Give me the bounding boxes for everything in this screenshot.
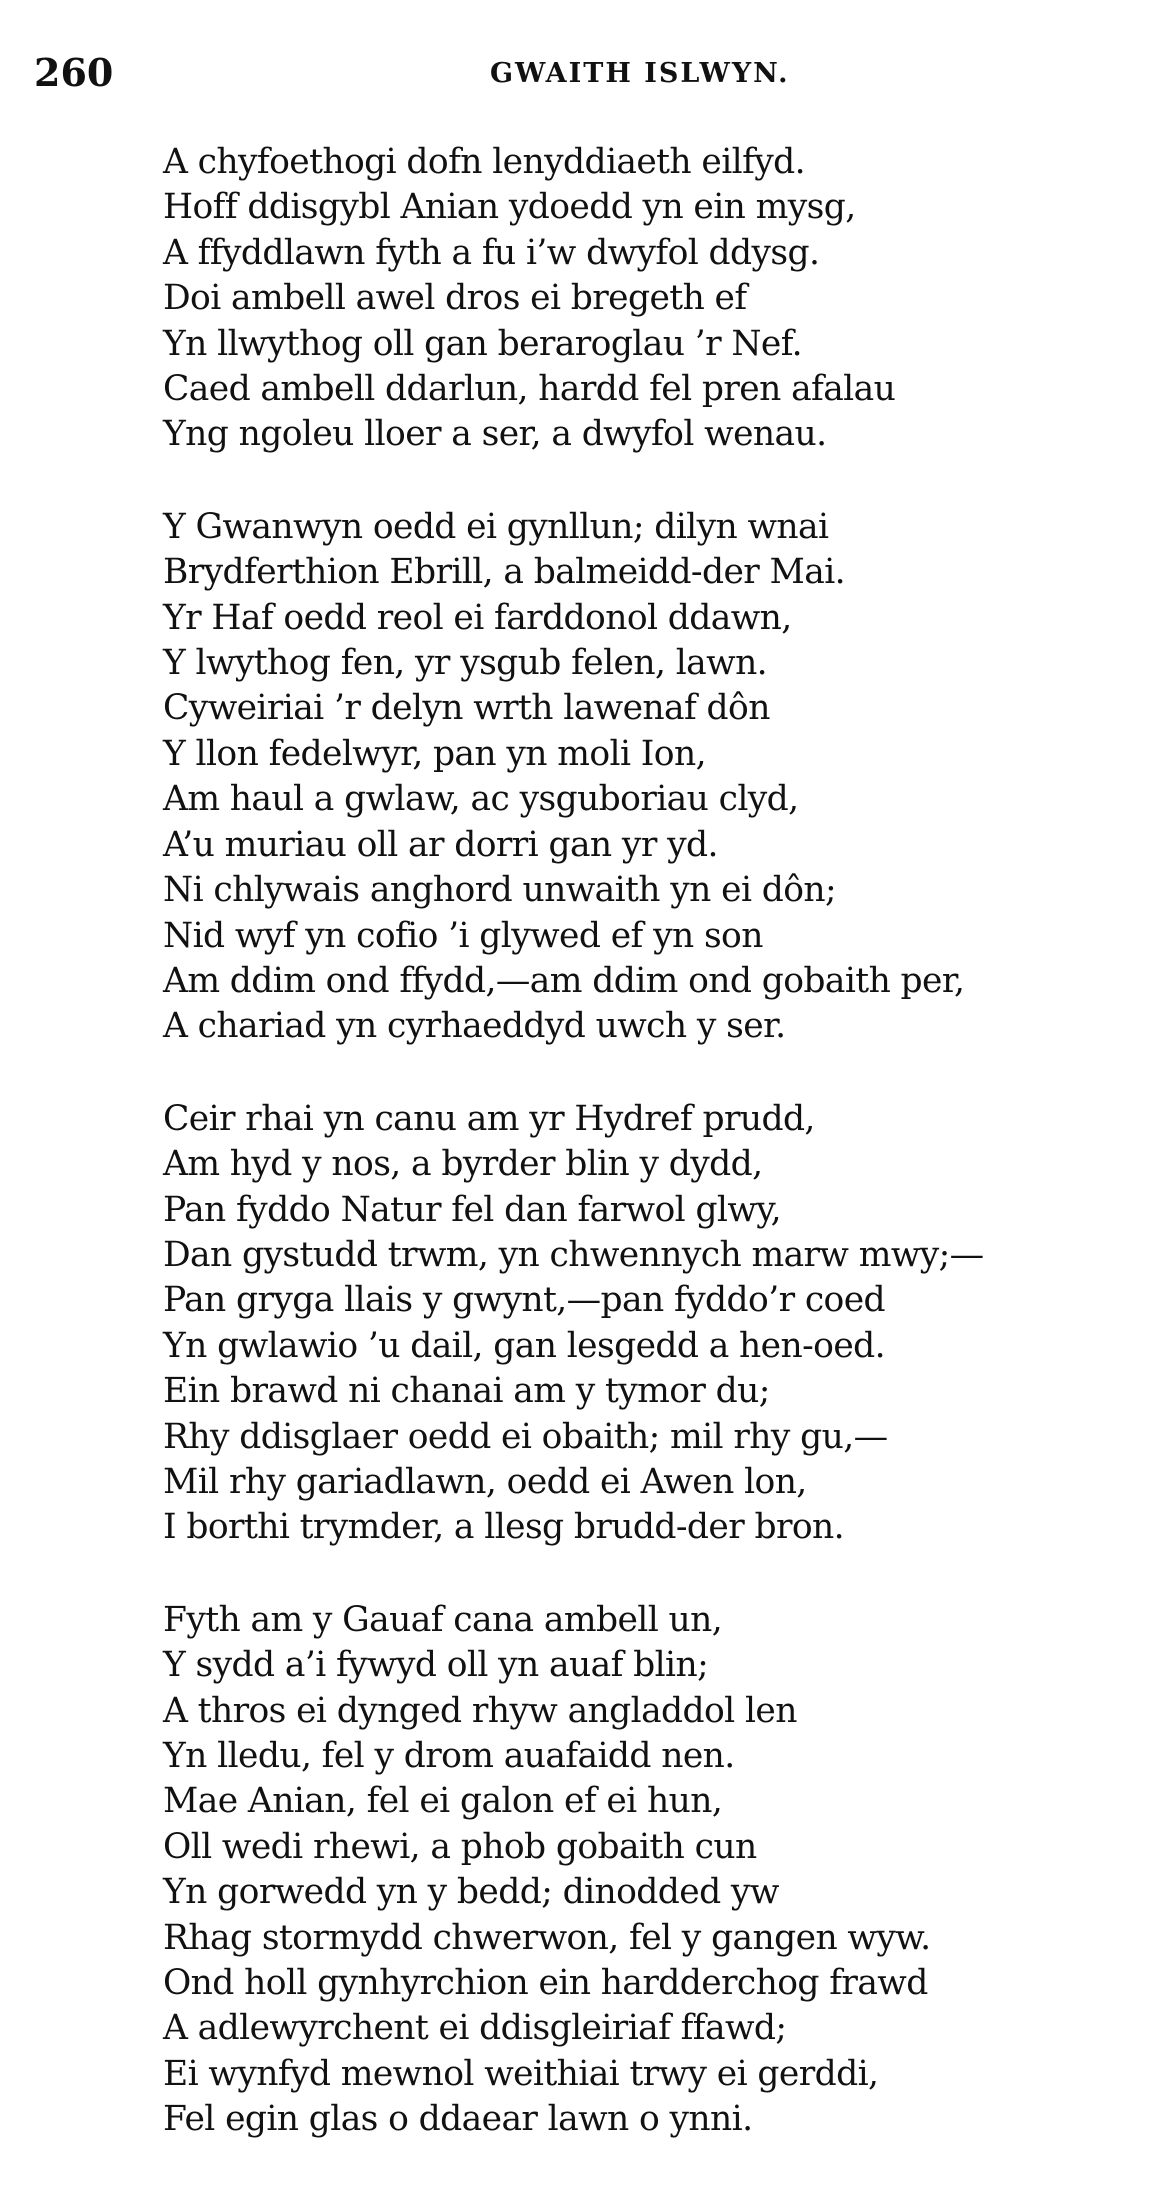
stanza-2 <box>163 505 1153 1050</box>
poem-line: Fyth am y Gauaf cana ambell un, <box>163 1599 723 1640</box>
page-header <box>30 50 1130 100</box>
poem-line: Ceir rhai yn canu am yr Hydref prudd, <box>163 1098 815 1139</box>
stanza-1 <box>163 140 1153 458</box>
poem-line: Ei wynfyd mewnol weithiai trwy ei gerddi, <box>163 2053 879 2094</box>
poem-line: Am hyd y nos, a byrder blin y dydd, <box>163 1144 763 1185</box>
poem-line: Ni chlywais anghord unwaith yn ei dôn; <box>163 870 837 911</box>
poem-line: Pan fyddo Natur fel dan farwol glwy, <box>163 1189 781 1230</box>
stanza-3 <box>163 1097 1153 1551</box>
poem-line: Yr Haf oedd reol ei farddonol ddawn, <box>163 597 792 638</box>
poem-line: Y llon fedelwyr, pan yn moli Ion, <box>163 733 706 774</box>
poem-line: Nid wyf yn cofio ’i glywed ef yn son <box>163 915 763 956</box>
poem-line: Yn gwlawio ’u dail, gan lesgedd a hen-oed. <box>163 1325 886 1366</box>
poem-line: Mae Anian, fel ei galon ef ei hun, <box>163 1781 723 1822</box>
poem-line: A ffyddlawn fyth a fu i’w dwyfol ddysg. <box>163 232 820 273</box>
poem-line: Y Gwanwyn oedd ei gynllun; dilyn wnai <box>163 506 829 547</box>
poem-line: Ond holl gynhyrchion ein hardderchog frawd <box>163 1963 928 2004</box>
poem-line: I borthi trymder, a llesg brudd-der bron. <box>163 1507 845 1548</box>
poem-line: Yn llwythog oll gan beraroglau ’r Nef. <box>163 323 803 364</box>
stanza-4 <box>163 1598 1153 2143</box>
poem-line: A chyfoethogi dofn lenyddiaeth eilfyd. <box>163 142 806 182</box>
poem-line: Cyweiriai ’r delyn wrth lawenaf dôn <box>163 688 770 729</box>
poem-line: A thros ei dynged rhyw angladdol len <box>163 1690 797 1731</box>
poem-line: Caed ambell ddarlun, hardd fel pren afalau <box>163 369 896 410</box>
poem-line: Hoff ddisgybl Anian ydoedd yn ein mysg, <box>163 187 856 228</box>
poem-line: Am ddim ond ffydd,—am ddim ond gobaith per, <box>163 960 965 1001</box>
poem-line: Am haul a gwlaw, ac ysguboriau clyd, <box>163 779 799 820</box>
poem-line: Yn gorwedd yn y bedd; dinodded yw <box>163 1872 779 1913</box>
poem-line: Mil rhy gariadlawn, oedd ei Awen lon, <box>163 1461 807 1502</box>
poem-line: Brydferthion Ebrill, a balmeidd-der Mai. <box>163 552 846 593</box>
poem-line: Fel egin glas o ddaear lawn o ynni. <box>163 2099 753 2140</box>
poem-line: Ein brawd ni chanai am y tymor du; <box>163 1371 770 1412</box>
poem-line: Rhag stormydd chwerwon, fel y gangen wyw. <box>163 1917 931 1958</box>
poem-line: A’u muriau oll ar dorri gan yr yd. <box>163 824 718 865</box>
running-head: GWAITH ISLWYN. <box>490 58 790 89</box>
poem-line: Yn lledu, fel y drom auafaidd nen. <box>163 1736 735 1776</box>
poem-line: Doi ambell awel dros ei bregeth ef <box>163 278 747 319</box>
poem-line: A chariad yn cyrhaeddyd uwch y ser. <box>163 1006 786 1047</box>
poem-line: A adlewyrchent ei ddisgleiriaf ffawd; <box>163 2008 787 2049</box>
poem-line: Pan gryga llais y gwynt,—pan fyddo’r coed <box>163 1280 886 1321</box>
poem-line: Rhy ddisglaer oedd ei obaith; mil rhy gu,— <box>163 1416 888 1457</box>
poem-line: Oll wedi rhewi, a phob gobaith cun <box>163 1826 757 1867</box>
poem-line: Y sydd a’i fywyd oll yn auaf blin; <box>163 1645 709 1686</box>
poem-line: Yng ngoleu lloer a ser, a dwyfol wenau. <box>163 414 827 455</box>
poem-body <box>163 140 1153 2190</box>
poem-line: Y lwythog fen, yr ysgub felen, lawn. <box>163 643 768 684</box>
poem-line: Dan gystudd trwm, yn chwennych marw mwy;— <box>163 1234 984 1275</box>
page-number: 260 <box>34 50 114 95</box>
